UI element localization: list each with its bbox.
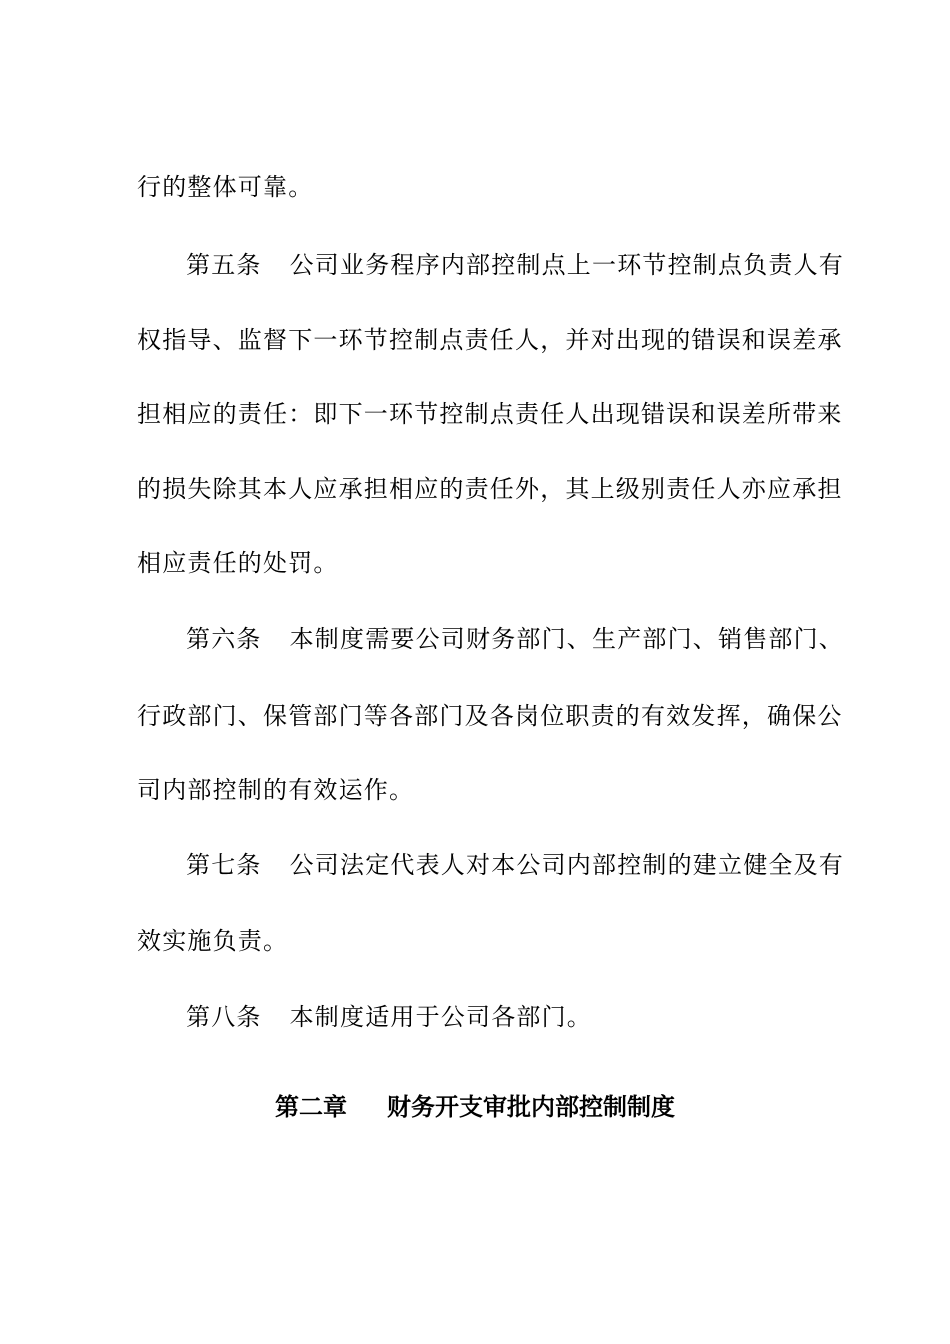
article-text: 本制度适用于公司各部门。 <box>289 1003 593 1031</box>
chapter-heading <box>0 1092 950 1122</box>
article-number: 第六条 <box>186 625 262 653</box>
paragraph-continuation: 行的整体可靠。 <box>137 173 314 201</box>
article-number: 第七条 <box>186 851 262 879</box>
article-5-line: 担相应的责任：即下一环节控制点责任人出现错误和误差所带来 <box>137 400 843 428</box>
article-5-line: 权指导、监督下一环节控制点责任人，并对出现的错误和误差承 <box>137 326 843 354</box>
article-5-line: 相应责任的处罚。 <box>137 549 339 577</box>
article-8-first-line <box>186 1002 906 1032</box>
article-number: 第八条 <box>186 1003 262 1031</box>
article-7-first-line <box>186 850 906 880</box>
article-text: 本制度需要公司财务部门、生产部门、销售部门、 <box>289 625 845 653</box>
chapter-title: 财务开支审批内部控制制度 <box>387 1093 675 1121</box>
article-text: 公司法定代表人对本公司内部控制的建立健全及有 <box>289 851 845 879</box>
article-6-first-line <box>186 624 906 654</box>
article-6-line: 司内部控制的有效运作。 <box>137 776 415 804</box>
article-number: 第五条 <box>186 251 262 279</box>
article-7-line: 效实施负责。 <box>137 927 289 955</box>
article-5-line: 的损失除其本人应承担相应的责任外，其上级别责任人亦应承担 <box>137 475 843 503</box>
article-5-first-line <box>186 250 906 280</box>
article-6-line: 行政部门、保管部门等各部门及各岗位职责的有效发挥，确保公 <box>137 702 843 730</box>
chapter-number: 第二章 <box>275 1093 347 1121</box>
article-text: 公司业务程序内部控制点上一环节控制点负责人有 <box>289 251 845 279</box>
